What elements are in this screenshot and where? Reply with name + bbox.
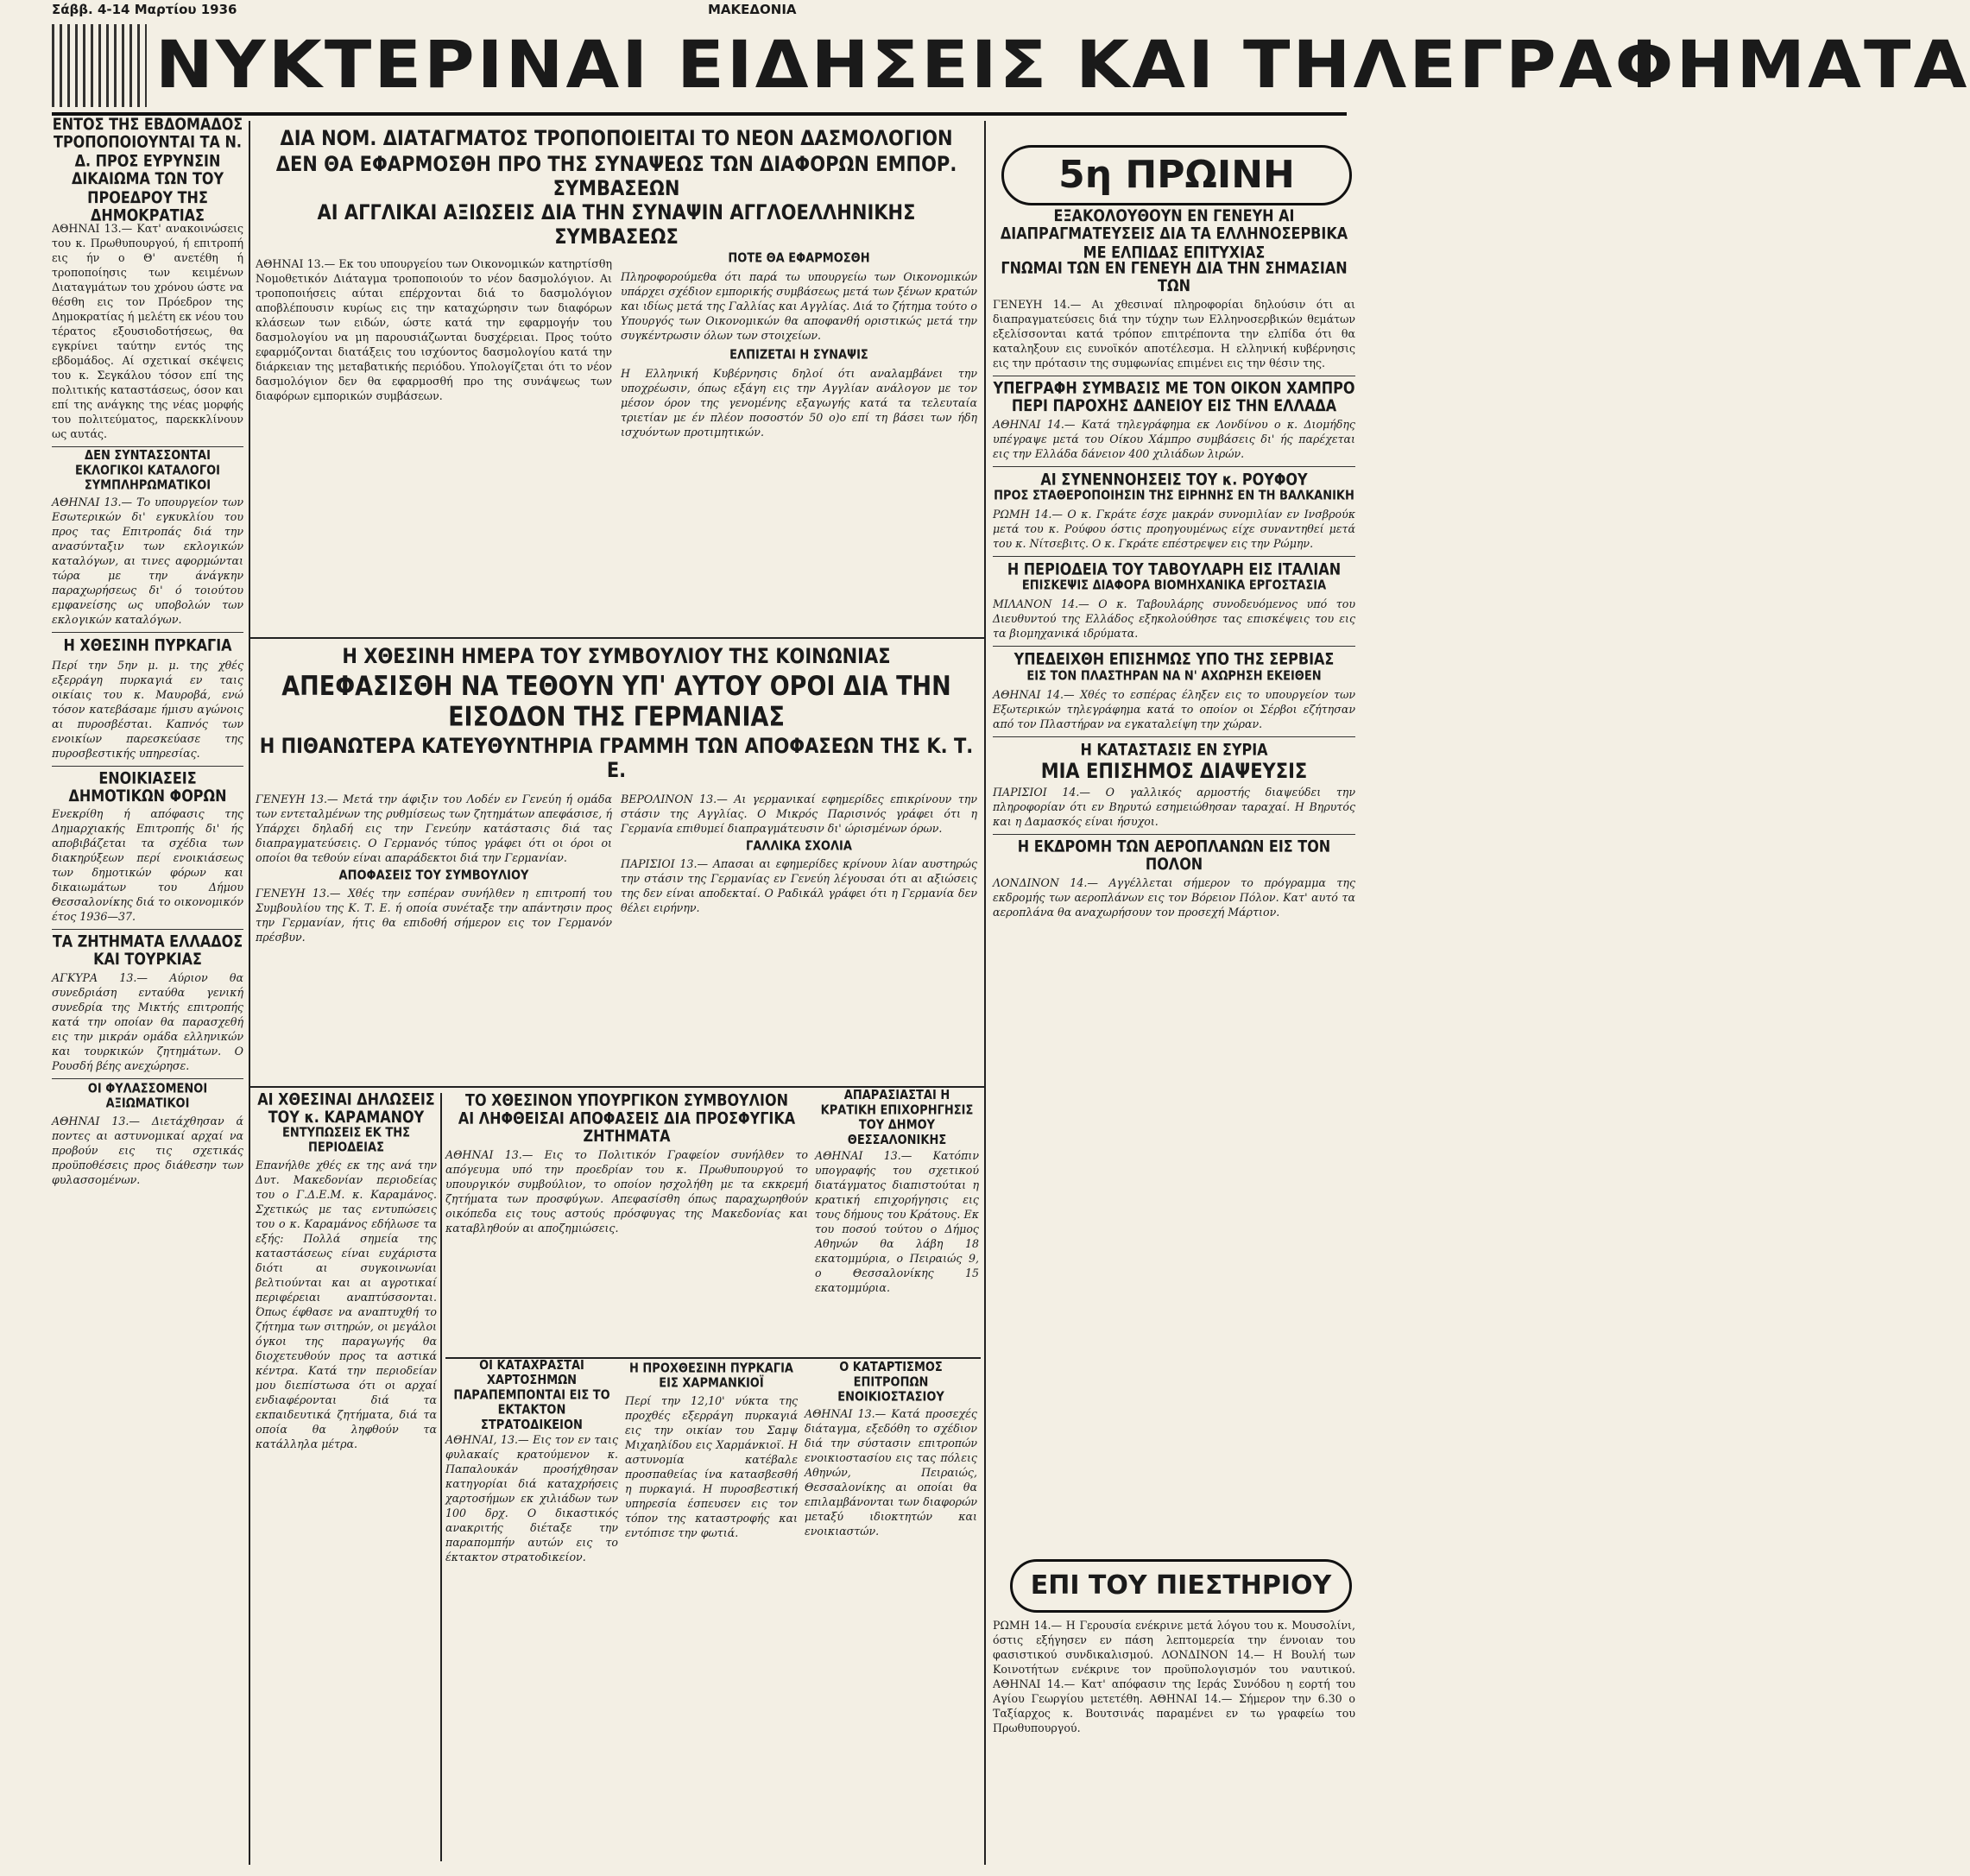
article-headline: Η ΠΡΟΧΘΕΣΙΝΗ ΠΥΡΚΑΓΙΑ ΕΙΣ ΧΑΡΜΑΝΚΙΟΪ bbox=[629, 1361, 793, 1392]
divider bbox=[993, 466, 1355, 467]
article-body: ΠΑΡΙΣΙΟΙ 13.— Απασαι αι εφημερίδες κρίνουν λίαν αυστηρώς την στάσιν της Γερμανίας εν Γενεύη λέγουσαι ότι αι αξιώσεις της δεν είναι αποδεκταί. Ο Ραδικάλ γράφει ότι η Γερμανία δεν θέλει ειρήνην. bbox=[621, 857, 977, 915]
article-headline: ΑΠΑΡΑΣΙΑΣΤΑΙ Η ΚΡΑΤΙΚΗ ΕΠΙΧΟΡΗΓΗΣΙΣ ΤΟΥ ΔΗΜΟΥ ΘΕΣΣΑΛΟΝΙΚΗΣ bbox=[820, 1088, 974, 1148]
divider bbox=[52, 632, 243, 633]
column-rule bbox=[984, 121, 986, 1865]
article-headline: ΔΕΝ ΣΥΝΤΑΣΣΟΝΤΑΙ ΕΚΛΟΓΙΚΟΙ ΚΑΤΑΛΟΓΟΙ ΣΥΜΠΛΗΡΩΜΑΤΙΚΟΙ bbox=[74, 448, 221, 494]
masthead-ornament bbox=[52, 24, 147, 107]
column-rule bbox=[249, 121, 250, 1865]
article-body: ΑΘΗΝΑΙ 14.— Χθές το εσπέρας έληξεν εις το υπουργείον των Εξωτερικών τηλεγράφημα κατά το οποίον οι Σέρβοι εζήτησαν από τον Πλαστήραν να εγκαταλείψη την χώραν. bbox=[993, 687, 1355, 730]
article-headline: Η ΠΙΘΑΝΩΤΕΡΑ ΚΑΤΕΥΘΥΝΤΗΡΙΑ ΓΡΑΜΜΗ ΤΩΝ ΑΠΟΦΑΣΕΩΝ ΤΗΣ Κ. Τ. Ε. bbox=[259, 734, 974, 782]
left-column bbox=[52, 114, 243, 1867]
article-headline: ΔΙΑ ΝΟΜ. ΔΙΑΤΑΓΜΑΤΟΣ ΤΡΟΠΟΠΟΙΕΙΤΑΙ ΤΟ ΝΕΟΝ ΔΑΣΜΟΛΟΓΙΟΝ bbox=[280, 126, 953, 150]
article-headline: Η ΚΑΤΑΣΤΑΣΙΣ ΕΝ ΣΥΡΙΑ bbox=[1080, 740, 1268, 760]
edition-banner: 5η ΠΡΩΙΝΗ bbox=[1001, 145, 1352, 205]
article-body: ΓΕΝΕΥΗ 13.— Μετά την άφιξιν του Λοδέν εν Γενεύη ή ομάδα των εντεταλμένων της ρυθμίσεως των ζητημάτων απεφάσισε, ή Υπάρχει δηλαδή εις την Γενεύην κατάστασις διά τας διαπραγματεύσεις. Ο Γερμανός τύπος γράφει ότι οι όροι οι οποίοι θα τεθούν είναι απαράδεκτοι διά την Γερμανίαν. bbox=[256, 792, 612, 864]
section-rule bbox=[250, 637, 984, 639]
divider bbox=[993, 736, 1355, 737]
article-headline: ΥΠΕΓΡΑΦΗ ΣΥΜΒΑΣΙΣ ΜΕ ΤΟΝ ΟΙΚΟΝ ΧΑΜΠΡΟ ΠΕΡΙ ΠΑΡΟΧΗΣ ΔΑΝΕΙΟΥ ΕΙΣ ΤΗΝ ΕΛΛΑΔΑ bbox=[993, 378, 1355, 416]
article-headline: Η ΕΚΔΡΟΜΗ ΤΩΝ ΑΕΡΟΠΛΑΝΩΝ ΕΙΣ ΤΟΝ ΠΟΛΟΝ bbox=[1017, 837, 1331, 875]
article-headline: ΟΙ ΦΥΛΑΣΣΟΜΕΝΟΙ ΑΞΙΩΜΑΤΙΚΟΙ bbox=[87, 1081, 208, 1112]
article-body: Περί την 12,10' νύκτα της προχθές εξερράγη πυρκαγιά εις την οικίαν του Σαμψ Μιχαηλίδου εις Χαρμάνκιοϊ. Η αστυνομία κατέβαλε προσπαθείας ίνα κατασβεσθή η πυρκαγιά. Η πυροσβεστική υπηρεσία έσπευσεν εις τον τόπον της καταστροφής και εντόπισε την φωτιά. bbox=[625, 1393, 798, 1539]
divider bbox=[993, 834, 1355, 835]
article-headline: ΑΙ ΑΓΓΛΙΚΑΙ ΑΞΙΩΣΕΙΣ ΔΙΑ ΤΗΝ ΣΥΝΑΨΙΝ ΑΓΓΛΟΕΛΛΗΝΙΚΗΣ ΣΥΜΒΑΣΕΩΣ bbox=[317, 200, 916, 250]
article-subhead: ΠΡΟΣ ΣΤΑΘΕΡΟΠΟΙΗΣΙΝ ΤΗΣ ΕΙΡΗΝΗΣ ΕΝ ΤΗ ΒΑΛΚΑΝΙΚΗ bbox=[994, 488, 1354, 504]
fire-article bbox=[625, 1361, 798, 1865]
article-headline: Ο ΚΑΤΑΡΤΙΣΜΟΣ ΕΠΙΤΡΟΠΩΝ ΕΝΟΙΚΙΟΣΤΑΣΙΟΥ bbox=[837, 1360, 944, 1405]
article-headline: ΕΝΟΙΚΙΑΣΕΙΣ ΔΗΜΟΤΙΚΩΝ ΦΟΡΩΝ bbox=[68, 767, 227, 805]
article-headline: ΕΝΤΟΣ ΤΗΣ ΕΒΔΟΜΑΔΟΣ ΤΡΟΠΟΠΟΙΟΥΝΤΑΙ ΤΑ Ν. Δ. ΠΡΟΣ ΕΥΡΥΝΣΙΝ ΔΙΚΑΙΩΜΑ ΤΩΝ ΤΟΥ ΠΡΟΕΔΡΟΥ ΤΗΣ ΔΗΜΟΚΡΑΤΙΑΣ bbox=[52, 114, 243, 225]
masthead bbox=[52, 19, 1970, 116]
article-headline: ΤΟ ΧΘΕΣΙΝΟΝ ΥΠΟΥΡΓΙΚΟΝ ΣΥΜΒΟΥΛΙΟΝ bbox=[465, 1090, 788, 1110]
article-subhead: ΑΠΟΦΑΣΕΙΣ ΤΟΥ ΣΥΜΒΟΥΛΙΟΥ bbox=[338, 868, 529, 883]
issue-date: Σάββ. 4-14 Μαρτίου 1936 bbox=[52, 2, 237, 17]
divider bbox=[52, 1078, 243, 1079]
press-column bbox=[993, 1614, 1355, 1865]
divider bbox=[52, 446, 243, 447]
article-body: ΒΕΡΟΛΙΝΟΝ 13.— Αι γερμανικαί εφημερίδες επικρίνουν την στάσιν της Αγγλίας. Ο Μικρός Παρισινός γράφει ότι η Γερμανία επιθυμεί διαπραγμάτευσιν δι' ώρισμένων όρων. bbox=[621, 792, 977, 835]
article-subhead: ΓΑΛΛΙΚΑ ΣΧΟΛΙΑ bbox=[746, 838, 852, 854]
article-headline: ΔΕΝ ΘΑ ΕΦΑΡΜΟΣΘΗ ΠΡΟ ΤΗΣ ΣΥΝΑΨΕΩΣ ΤΩΝ ΔΙΑΦΟΡΩΝ ΕΜΠΟΡ. ΣΥΜΒΑΣΕΩΝ bbox=[275, 152, 957, 200]
league-article bbox=[256, 646, 977, 1082]
article-headline: Η ΠΕΡΙΟΔΕΙΑ ΤΟΥ ΤΑΒΟΥΛΑΡΗ ΕΙΣ ΙΤΑΛΙΑΝ bbox=[1007, 559, 1342, 579]
article-headline: Η ΧΘΕΣΙΝΗ ΠΥΡΚΑΓΙΑ bbox=[63, 635, 232, 655]
press-banner: ΕΠΙ ΤΟΥ ΠΙΕΣΤΗΡΙΟΥ bbox=[1010, 1559, 1352, 1613]
divider bbox=[993, 646, 1355, 647]
article-body: ΛΟΝΔΙΝΟΝ 14.— Αγγέλλεται σήμερον το πρόγραμμα της εκδρομής των αεροπλάνων εις τον Βόρειον Πόλον. Κατ' αυτό τα αεροπλάνα θα αναχωρήσουν τον προσεχή Μάρτιον. bbox=[993, 876, 1355, 919]
paper-name: ΜΑΚΕΔΟΝΙΑ bbox=[708, 2, 797, 17]
article-body: ΑΘΗΝΑΙ 13.— Κατόπιν υπογραφής του σχετικού διατάγματος διαπιστούται η κρατική επιχορήγησις εις τους δήμους του Κράτους. Εκ του ποσού τούτου ο Δήμος Αθηνών θα λάβη 18 εκατομμύρια, ο Πειραιώς 9, ο Θεσσαλονίκης 15 εκατομμύρια. bbox=[815, 1148, 979, 1294]
stamps-article bbox=[445, 1358, 618, 1865]
article-headline: ΓΝΩΜΑΙ ΤΩΝ ΕΝ ΓΕΝΕΥΗ ΔΙΑ ΤΗΝ ΣΗΜΑΣΙΑΝ ΤΩΝ bbox=[1001, 258, 1348, 296]
article-body: ΠΑΡΙΣΙΟΙ 14.— Ο γαλλικός αρμοστής διαψεύδει την πληροφορίαν ότι εν Βηρυτώ εσημειώθησαν ταραχαί. Η Βηρυτός και η Δαμασκός είναι ήσυχοι. bbox=[993, 786, 1355, 829]
article-subhead: ΜΙΑ ΕΠΙΣΗΜΟΣ ΔΙΑΨΕΥΣΙΣ bbox=[1040, 759, 1308, 783]
article-headline: ΑΙ ΣΥΝΕΝΝΟΗΣΕΙΣ ΤΟΥ κ. ΡΟΥΦΟΥ bbox=[1040, 470, 1308, 490]
article-headline: ΟΙ ΚΑΤΑΧΡΑΣΤΑΙ ΧΑΡΤΟΣΗΜΩΝ ΠΑΡΑΠΕΜΠΟΝΤΑΙ ΕΙΣ ΤΟ ΕΚΤΑΚΤΟΝ ΣΤΡΑΤΟΔΙΚΕΙΟΝ bbox=[453, 1358, 610, 1433]
article-headline: ΤΑ ΖΗΤΗΜΑΤΑ ΕΛΛΑΔΟΣ ΚΑΙ ΤΟΥΡΚΙΑΣ bbox=[52, 932, 243, 970]
article-headline: ΕΞΑΚΟΛΟΥΘΟΥΝ ΕΝ ΓΕΝΕΥΗ ΑΙ ΔΙΑΠΡΑΓΜΑΤΕΥΣΕΙΣ ΔΙΑ ΤΑ ΕΛΛΗΝΟΣΕΡΒΙΚΑ ΜΕ ΕΛΠΙΔΑΣ ΕΠΙΤΥΧΙΑΣ bbox=[1000, 205, 1348, 262]
article-headline: ΥΠΕΔΕΙΧΘΗ ΕΠΙΣΗΜΩΣ ΥΠΟ ΤΗΣ ΣΕΡΒΙΑΣ bbox=[1013, 649, 1335, 669]
article-body: ΑΘΗΝΑΙ 13.— Εκ του υπουργείου των Οικονομικών κατηρτίσθη Νομοθετικόν Διάταγμα τροποποιούν το νέον δασμολόγιον. Αι τροποποιήσεις αύται επέρχονται διά το δασμολόγιον αποβλέπουσιν κυρίως εις την καταχώρησιν των διαφόρων κλάσεων των ειδών, ώστε κατά την εφαρμογήν του δασμολογίου να μη παρουσιάζωνται δυσχέρειαι. Προς τούτο εφαρμόζονται διατάξεις του ισχύοντος δασμολογίου κατά την διάρκειαν της μεταβατικής περιόδου. Υπολογίζεται ότι το νέον δασμολόγιον δεν θα εφαρμοσθή προ της συνάψεως των διαφόρων εμπορικών συμβάσεων. bbox=[256, 256, 612, 402]
article-body: ΑΘΗΝΑΙ 14.— Κατά τηλεγράφημα εκ Λονδίνου ο κ. Διομήδης υπέγραψε μετά του Οίκου Χάμπρο συμβάσεις δι' ής παρέχεται εις την Ελλάδα δάνειον 400 χιλιάδων λιρών. bbox=[993, 417, 1355, 460]
article-body: Η Ελληνική Κυβέρνησις δηλοί ότι αναλαμβάνει την υποχρέωσιν, όπως εξάγη εις την Αγγλίαν ανάλογον με τον μέσον όρον της γενομένης εξαγωγής κατά τα τελευταία τριετίαν με έν πλέον ποσοστόν 50 ο)ο επί τη βάσει των ήδη ισχυόντων προτιμητικών. bbox=[621, 366, 977, 439]
article-body: ΑΓΚΥΡΑ 13.— Αύριον θα συνεδριάση ενταύθα γενική συνεδρία της Μικτής επιτροπής κατά την οποίαν θα παρασχεθή εις την μικράν ομάδα ελληνικών και τουρκικών ζητημάτων. Ο Ρουσδή βέης ανεχώρησε. bbox=[52, 971, 243, 1073]
article-subhead: ΑΙ ΛΗΦΘΕΙΣΑΙ ΑΠΟΦΑΣΕΙΣ ΔΙΑ ΠΡΟΣΦΥΓΙΚΑ ΖΗΤΗΜΑΤΑ bbox=[458, 1109, 796, 1146]
article-body: Περί την 5ην μ. μ. της χθές εξερράγη πυρκαγιά εν ταις οικίαις του κ. Μαυροβά, ενώ τόσον κατεβάσαμε ήμισυ αγώνοις αι πυροσβέσται. Καπνός των ενοικίων παρεσκεύασε της πυροσβεστικής υπηρεσίας. bbox=[52, 658, 243, 760]
article-body: ΡΩΜΗ 14.— Η Γερουσία ενέκρινε μετά λόγου του κ. Μουσολίνι, όστις εξήγησεν εν πάση λεπτομερεία την έννοιαν του φασιστικού συνδικαλισμού. ΛΟΝΔΙΝΟΝ 14.— Η Βουλή των Κοινοτήτων ενέκρινε τον προϋπολογισμόν του ναυτικού. ΑΘΗΝΑΙ 14.— Κατ' απόφασιν της Ιεράς Συνόδου η εορτή του Αγίου Γεωργίου μετετέθη. ΑΘΗΝΑΙ 14.— Σήμερον την 6.30 ο Ταξίαρχος κ. Βουτσινάς παραμένει εν τω γραφείω του Πρωθυπουργού. bbox=[993, 1619, 1355, 1734]
divider bbox=[52, 929, 243, 930]
article-body: ΑΘΗΝΑΙ 13.— Το υπουργείον των Εσωτερικών δι' εγκυκλίου του προς τας Επιτροπάς διά την ανασύνταξιν των εκλογικών καταλόγων, αι τινες αφορμώνται τώρα με την άνάγκην παραχωρήσεως δι' ό τοιούτου εμφανείσης ως υποβολών των εκλογικών καταλόγων. bbox=[52, 496, 243, 627]
article-subhead: ΕΛΠΙΖΕΤΑΙ Η ΣΥΝΑΨΙΣ bbox=[729, 347, 868, 363]
article-body: ΑΘΗΝΑΙ 13.— Διετάχθησαν ά ποντες αι αστυνομικαί αρχαί να προβούν εις τις σχετικάς προϋποθέσεις προς διάθεσην των φυλασσομένων. bbox=[52, 1114, 243, 1186]
article-headline: ΑΠΕΦΑΣΙΣΘΗ ΝΑ ΤΕΘΟΥΝ ΥΠ' ΑΥΤΟΥ ΟΡΟΙ ΔΙΑ ΤΗΝ ΕΙΣΟΔΟΝ ΤΗΣ ΓΕΡΜΑΝΙΑΣ bbox=[281, 671, 951, 733]
right-column bbox=[993, 205, 1355, 1471]
article-body: ΑΘΗΝΑΙ 13.— Κατ' ανακοινώσεις του κ. Πρωθυπουργού, ή επιτροπή εις ήν ο Θ' ανετέθη ή τροποποίησις των κειμένων Διαταγμάτων του χρόνου ώστε να θέσθη εις τον Πρόεδρον της Δημοκρατίας ή μελέτη εκ νέου του τέρατος εξουσιοδοτήσεως, θα εγκρίνει ταύτην εντός της εβδομάδος. Αί σχετικαί σκέψεις του κ. Σεγκάλου τόσον επί της πολιτικής καταστάσεως, όσον και επί της ανάγκης της νέας μορφής του πολιτεύματος, παρεκκλίνουν ως αυτάς. bbox=[52, 222, 243, 441]
divider bbox=[993, 556, 1355, 557]
article-body: ΡΩΜΗ 14.— Ο κ. Γκράτε έσχε μακράν συνομιλίαν εν Ινσβρούκ μετά του κ. Ρούφου όστις προηγουμένως είχε συναντηθεί μετά του κ. Νίτσεβιτς. Ο κ. Γκράτε επέστρεψεν εις την Ρώμην. bbox=[993, 508, 1355, 551]
article-body: Ενεκρίθη ή απόφασις της Δημαρχιακής Επιτροπής δι' ής αποβιβάζεται τα σχέδια των διακηρύξεων περί ενοικιάσεως των δημοτικών φόρων και δικαιωμάτων του Δήμου Θεσσαλονίκης διά το οικονομικόν έτος 1936—37. bbox=[52, 807, 243, 924]
article-subhead: ΕΙΣ ΤΟΝ ΠΛΑΣΤΗΡΑΝ ΝΑ Ν' ΑΧΩΡΗΣΗ ΕΚΕΙΘΕΝ bbox=[1026, 668, 1322, 684]
article-subhead: ΕΝΤΥΠΩΣΕΙΣ ΕΚ ΤΗΣ ΠΕΡΙΟΔΕΙΑΣ bbox=[281, 1125, 411, 1155]
article-headline: ΑΙ ΧΘΕΣΙΝΑΙ ΔΗΛΩΣΕΙΣ ΤΟΥ κ. ΚΑΡΑΜΑΝΟΥ bbox=[257, 1090, 435, 1127]
cabinet-article bbox=[445, 1090, 808, 1352]
article-body: Πληροφορούμεθα ότι παρά τω υπουργείω των Οικονομικών υπάρχει σχέδιον εμπορικής συμβάσεως μετά των ξένων κρατών και ιδίως μετά της Γαλλίας και Αγγλίας. Διά το ζήτημα τούτο ο Υπουργός των Οικονομικών θα αποφανθή οριστικώς μετά την συγκέντρωσιν όλων των στοιχείων. bbox=[621, 269, 977, 342]
karamanos-article bbox=[256, 1090, 437, 1861]
masthead-title: ΝΥΚΤΕΡΙΝΑΙ ΕΙΔΗΣΕΙΣ ΚΑΙ ΤΗΛΕΓΡΑΦΗΜΑΤΑ bbox=[155, 26, 1970, 103]
article-subhead: ΠΟΤΕ ΘΑ ΕΦΑΡΜΟΣΘΗ bbox=[728, 250, 870, 266]
article-body: ΑΘΗΝΑΙ, 13.— Εις τον εν ταις φυλακαίς κρατούμενον κ. Παπαλουκάν προσήχθησαν κατηγορίαι διά καταχρήσεις χαρτοσήμων εκ χιλιάδων των 100 δρχ. Ο δικαστικός ανακριτής διέταξε την παραπομπήν αυτών εις το έκτακτον στρατοδικείον. bbox=[445, 1432, 618, 1563]
article-subhead: ΕΠΙΣΚΕΨΙΣ ΔΙΑΦΟΡΑ ΒΙΟΜΗΧΑΝΙΚΑ ΕΡΓΟΣΤΑΣΙΑ bbox=[1021, 578, 1327, 594]
tariff-article bbox=[256, 128, 977, 634]
article-headline: Η ΧΘΕΣΙΝΗ ΗΜΕΡΑ ΤΟΥ ΣΥΜΒΟΥΛΙΟΥ ΤΗΣ ΚΟΙΝΩΝΙΑΣ bbox=[342, 644, 891, 668]
subsidy-article bbox=[815, 1088, 979, 1352]
article-body: Επανήλθε χθές εκ της ανά την Δυτ. Μακεδονίαν περιοδείας του ο Γ.Δ.Ε.Μ. κ. Καραμάνος. Σχετικώς με τας εντυπώσεις του ο κ. Καραμάνος εδήλωσε τα εξής: Πολλά σημεία της καταστάσεως είναι ευχάριστα διότι αι συγκοινωνίαι βελτιούνται και αι αγροτικαί περιφέρειαι αναπτύσσονται. Όπως έφθασε να αναπτυχθή το ζήτημα των σιτηρών, οι μεγάλοι όγκοι της παραγωγής θα διοχετευθούν προς τα αστικά κέντρα. Κατά την περιοδείαν μου διεπίστωσα ότι οι αρχαί ενδιαφέρονται διά τα εκπαιδευτικά ζητήματα, διά τα οποία θα ληφθούν τα κατάλληλα μέτρα. bbox=[256, 1158, 437, 1450]
article-body: ΓΕΝΕΥΗ 14.— Αι χθεσιναί πληροφορίαι δηλούσιν ότι αι διαπραγματεύσεις διά την τύχην των Ελληνοσερβικών θεμάτων εξελίσσονται κατά τρόπον επιτρέποντα την ελπίδα ότι θα καταληξουν εις ευνοϊκόν αποτέλεσμα. Η ελληνική κυβέρνησις εις την πρότασιν της συμφωνίας επιμένει εις την θέσιν της. bbox=[993, 297, 1355, 370]
article-body: ΑΘΗΝΑΙ 13.— Κατά προσεχές διάταγμα, εξεδόθη το σχέδιον διά την σύστασιν επιτροπών ενοικιοστασίου εις τας πόλεις Αθηνών, Πειραιώς, Θεσσαλονίκης αι οποίαι θα επιλαμβάνονται των διαφορών μεταξύ ιδιοκτητών και ενοικιαστών. bbox=[805, 1406, 977, 1538]
column-rule bbox=[440, 1093, 442, 1861]
divider bbox=[52, 766, 243, 767]
top-line bbox=[52, 2, 1364, 19]
article-body: ΜΙΛΑΝΟΝ 14.— Ο κ. Ταβουλάρης συνοδευόμενος υπό του Διευθυντού της Ελλάδος εξηκολούθησε τας επισκέψεις του εις τα βιομηχανικά ιδρύματα. bbox=[993, 597, 1355, 641]
article-body: ΓΕΝΕΥΗ 13.— Χθές την εσπέραν συνήλθεν η επιτροπή του Συμβουλίου της Κ. Τ. Ε. ή οποία συνέταξε την απάντησιν προς την Γερμανίαν, ήτις θα επιδοθή σήμερον εις τον Γερμανόν πρέσβυν. bbox=[256, 887, 612, 944]
rent-article bbox=[805, 1360, 977, 1865]
article-body: ΑΘΗΝΑΙ 13.— Εις το Πολιτικόν Γραφείον συνήλθεν το απόγευμα υπό την προεδρίαν του κ. Πρωθυπουργού το υπουργικόν συμβούλιον, το οποίον ησχολήθη με τα εκκρεμή ζητήματα των προσφύγων. Απεφασίσθη όπως παραχωρηθούν οικόπεδα εις τους αστούς πρόσφυγας της Μακεδονίας και καταβληθούν αι αποζημιώσεις. bbox=[445, 1148, 808, 1235]
